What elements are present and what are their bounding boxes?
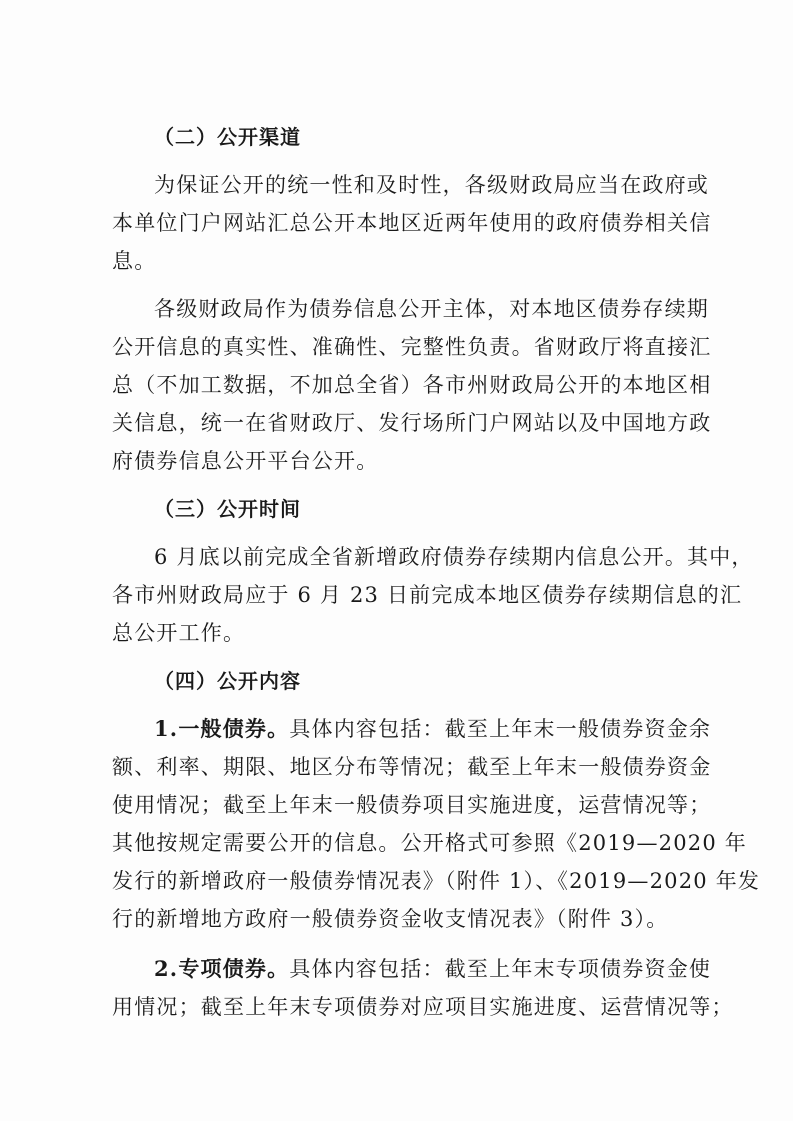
text-line: 发行的新增政府一般债券情况表》（附件 1）、《2019—2020 年发 xyxy=(112,869,761,893)
text-line: 6 月底以前完成全省新增政府债券存续期内信息公开。其中， xyxy=(154,545,754,569)
paragraph-special-bonds xyxy=(112,950,734,1026)
document-body xyxy=(112,118,761,1026)
paragraph-channel-1 xyxy=(112,166,712,280)
text-line: 为保证公开的统一性和及时性，各级财政局应当在政府或 xyxy=(154,173,709,197)
text-line: 额、利率、期限、地区分布等情况；截至上年末一般债券资金 xyxy=(112,755,712,779)
text-line: 息。 xyxy=(112,249,157,273)
text-line: 本单位门户网站汇总公开本地区近两年使用的政府债券相关信 xyxy=(112,211,712,235)
general-bonds-first-line: 具体内容包括：截至上年末一般债券资金余 xyxy=(289,717,712,741)
paragraph-general-bonds xyxy=(112,710,761,938)
text-line: 关信息，统一在省财政厅、发行场所门户网站以及中国地方政 xyxy=(112,411,712,435)
paragraph-time xyxy=(112,538,754,652)
text-line: 府债券信息公开平台公开。 xyxy=(112,449,379,473)
text-line: 行的新增地方政府一般债券资金收支情况表》（附件 3）。 xyxy=(112,907,669,931)
section-heading-content: （四）公开内容 xyxy=(154,669,301,693)
text-line: 用情况；截至上年末专项债券对应项目实施进度、运营情况等； xyxy=(112,995,734,1019)
text-line: 公开信息的真实性、准确性、完整性负责。省财政厅将直接汇 xyxy=(112,335,712,359)
paragraph-channel-2 xyxy=(112,290,712,480)
text-line xyxy=(112,950,712,988)
text-line: 使用情况；截至上年末一般债券项目实施进度，运营情况等； xyxy=(112,793,712,817)
section-heading-time: （三）公开时间 xyxy=(154,497,301,521)
special-bonds-lead: 2.专项债券。 xyxy=(154,956,290,981)
text-line: 总公开工作。 xyxy=(112,621,246,645)
text-line: 总（不加工数据，不加总全省）各市州财政局公开的本地区相 xyxy=(112,373,712,397)
section-heading-channel: （二）公开渠道 xyxy=(154,125,301,149)
text-line: 各级财政局作为债券信息公开主体，对本地区债券存续期 xyxy=(154,297,709,321)
text-line xyxy=(112,710,712,748)
text-line: 其他按规定需要公开的信息。公开格式可参照《2019—2020 年 xyxy=(112,831,747,855)
special-bonds-first-line: 具体内容包括：截至上年末专项债券资金使 xyxy=(289,957,712,981)
text-line: 各市州财政局应于 6 月 23 日前完成本地区债券存续期信息的汇 xyxy=(112,583,743,607)
general-bonds-lead: 1.一般债券。 xyxy=(154,716,290,741)
